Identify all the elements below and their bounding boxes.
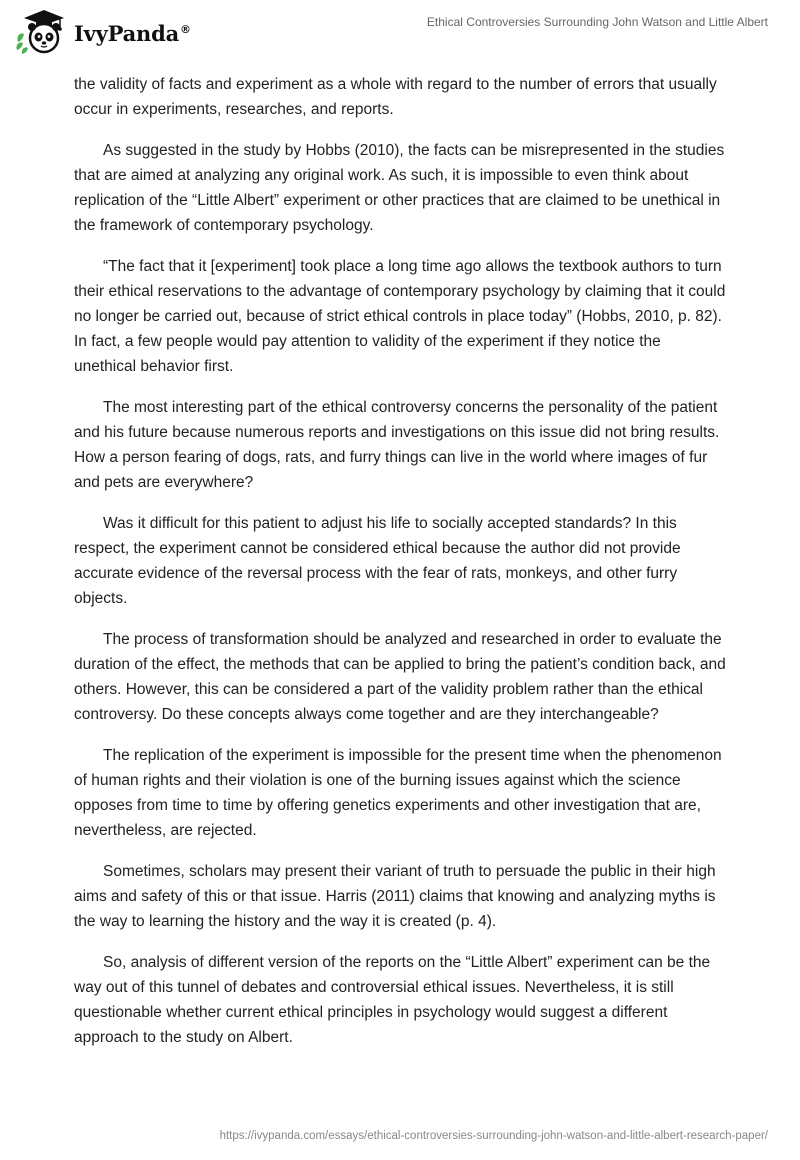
paragraph: the validity of facts and experiment as a whole with regard to the number of errors that usually occur in experiments, researches, and reports. — [74, 76, 717, 118]
registered-mark: ® — [180, 22, 191, 36]
paragraph: “The fact that it [experiment] took place a long time ago allows the textbook authors to turn their ethical reservations to the advantage of contemporary psychology by claiming that it could no longer be carried out, because of strict ethical controls in place today” (Hobbs, 2010, p. 82). In fact, a few people would pay attention to validity of the experiment if they notice the unethical behavior first. — [74, 258, 726, 375]
document-title: Ethical Controversies Surrounding John Watson and Little Albert — [426, 15, 768, 29]
brand-name: IvyPanda® — [74, 20, 191, 46]
essay-body — [74, 72, 726, 1066]
paragraph: The most interesting part of the ethical controversy concerns the personality of the patient and his future because numerous reports and investigations on this issue did not bring results. How a person fearing of dogs, rats, and furry things can live in the world where images of fur and pets are everywhere? — [74, 399, 720, 491]
paragraph: Was it difficult for this patient to adjust his life to socially accepted standards? In this respect, the experiment cannot be considered ethical because the author did not provide accurate evidence of the reversal process with the fear of rats, monkeys, and other furry objects. — [74, 515, 681, 607]
source-url[interactable]: https://ivypanda.com/essays/ethical-controversies-surrounding-john-watson-and-little-albert-research-paper/ — [219, 1130, 768, 1142]
paragraph: Sometimes, scholars may present their variant of truth to persuade the public in their high aims and safety of this or that issue. Harris (2011) claims that knowing and analyzing myths is the way to learning the history and the way it is created (p. 4). — [74, 863, 716, 930]
paragraph: As suggested in the study by Hobbs (2010), the facts can be misrepresented in the studies that are aimed at analyzing any original work. As such, it is impossible to even think about replication of the “Little Albert” experiment or other practices that are claimed to be unethical in the framework of contemporary psychology. — [74, 142, 725, 234]
page-header — [0, 0, 800, 64]
paragraph: The replication of the experiment is impossible for the present time when the phenomenon of human rights and their violation is one of the burning issues against which the science opposes from time to time by offering genetics experiments and other investigation that are, nevertheless, are rejected. — [74, 747, 722, 839]
ivypanda-logo[interactable] — [14, 8, 191, 56]
paragraph: The process of transformation should be analyzed and researched in order to evaluate the duration of the effect, the methods that can be applied to bring the patient’s condition back, and others. However, this can be considered a part of the validity problem rather than the ethical controversy. Do these concepts always come together and are they interchangeable? — [74, 631, 726, 723]
panda-graduate-icon — [14, 8, 70, 56]
paragraph: So, analysis of different version of the reports on the “Little Albert” experiment can be the way out of this tunnel of debates and controversial ethical issues. Nevertheless, it is still questionable whether current ethical principles in psychology would suggest a different approach to the study on Albert. — [74, 954, 711, 1046]
